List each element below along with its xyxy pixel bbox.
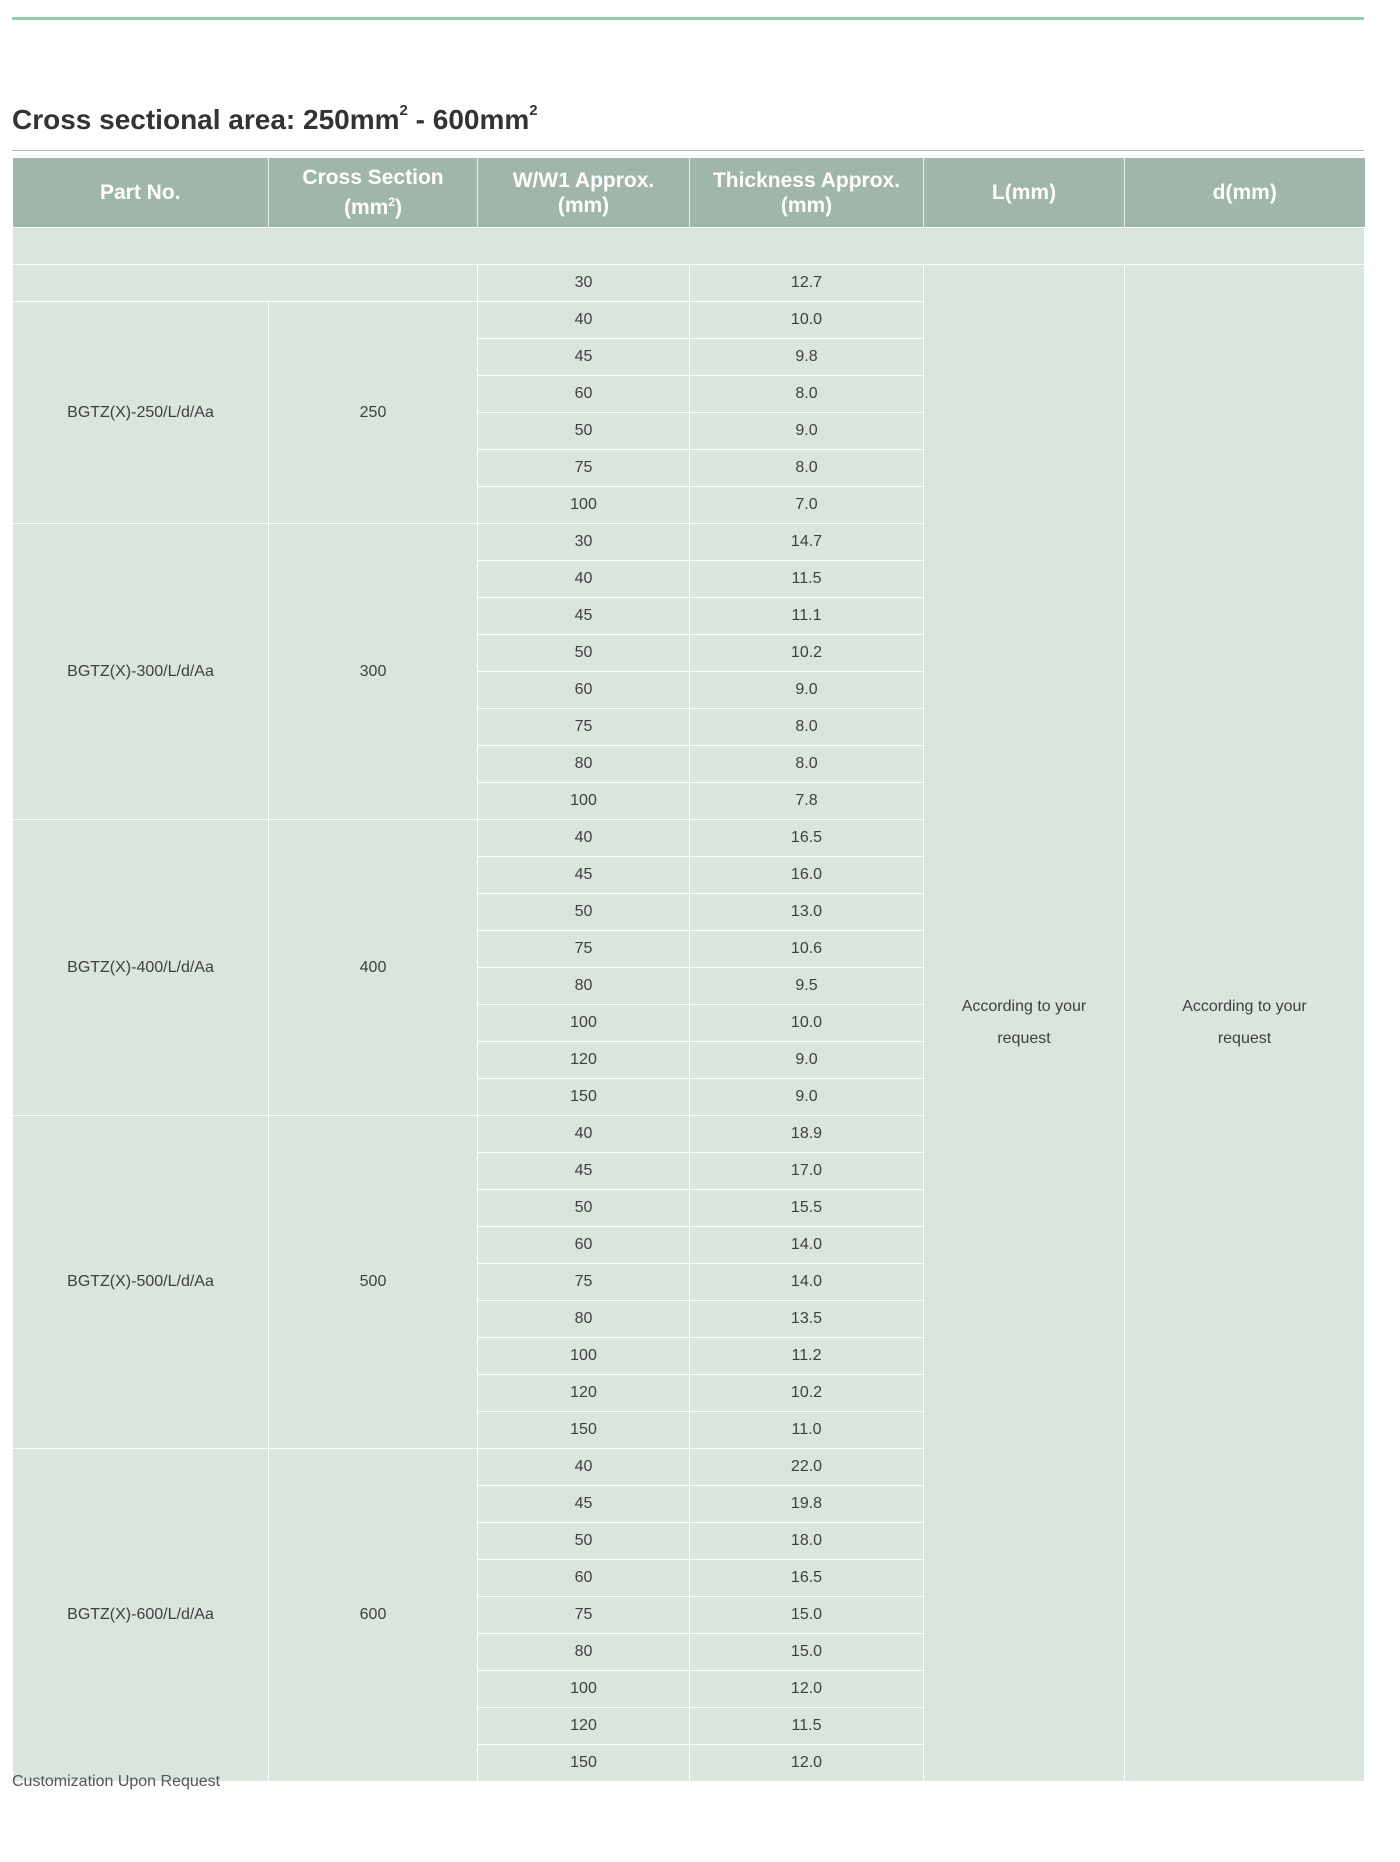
blank-cell <box>13 265 478 302</box>
footer-note: Customization Upon Request <box>12 1773 221 1790</box>
thickness-value: 12.7 <box>690 265 924 302</box>
title-divider <box>12 150 1364 151</box>
header-diameter: d(mm) <box>1125 158 1365 228</box>
thickness-value: 13.5 <box>690 1301 924 1338</box>
part-number: BGTZ(X)-250/L/d/Aa <box>13 302 269 524</box>
cross-section-value: 300 <box>269 524 478 820</box>
thickness-value: 10.2 <box>690 635 924 672</box>
thickness-value: 10.6 <box>690 931 924 968</box>
thickness-value: 9.8 <box>690 339 924 376</box>
width-value: 150 <box>478 1745 690 1782</box>
width-value: 150 <box>478 1412 690 1449</box>
width-value: 75 <box>478 931 690 968</box>
width-value: 60 <box>478 376 690 413</box>
thickness-value: 22.0 <box>690 1449 924 1486</box>
thickness-value: 8.0 <box>690 450 924 487</box>
thickness-value: 18.9 <box>690 1116 924 1153</box>
width-value: 100 <box>478 487 690 524</box>
thickness-value: 16.5 <box>690 820 924 857</box>
top-accent-rule <box>12 17 1364 20</box>
header-part-no: Part No. <box>13 158 269 228</box>
width-value: 30 <box>478 265 690 302</box>
table-header-row <box>13 158 1365 228</box>
header-length: L(mm) <box>924 158 1125 228</box>
thickness-value: 9.0 <box>690 1079 924 1116</box>
part-number: BGTZ(X)-600/L/d/Aa <box>13 1449 269 1782</box>
width-value: 60 <box>478 672 690 709</box>
thickness-value: 11.1 <box>690 598 924 635</box>
width-value: 40 <box>478 1116 690 1153</box>
width-value: 50 <box>478 894 690 931</box>
width-value: 40 <box>478 302 690 339</box>
thickness-value: 11.5 <box>690 561 924 598</box>
cross-section-value: 600 <box>269 1449 478 1782</box>
thickness-value: 9.0 <box>690 672 924 709</box>
width-value: 80 <box>478 968 690 1005</box>
width-value: 50 <box>478 1523 690 1560</box>
table-row <box>13 265 1365 302</box>
width-value: 120 <box>478 1375 690 1412</box>
width-value: 80 <box>478 746 690 783</box>
thickness-value: 9.0 <box>690 1042 924 1079</box>
thickness-value: 11.2 <box>690 1338 924 1375</box>
width-value: 60 <box>478 1560 690 1597</box>
width-value: 40 <box>478 561 690 598</box>
thickness-value: 18.0 <box>690 1523 924 1560</box>
thickness-value: 8.0 <box>690 376 924 413</box>
thickness-value: 9.0 <box>690 413 924 450</box>
thickness-value: 15.0 <box>690 1597 924 1634</box>
length-note: According to your request <box>924 265 1125 1782</box>
thickness-value: 17.0 <box>690 1153 924 1190</box>
header-thickness: Thickness Approx. (mm) <box>690 158 924 228</box>
thickness-value: 14.0 <box>690 1264 924 1301</box>
width-value: 40 <box>478 820 690 857</box>
thickness-value: 9.5 <box>690 968 924 1005</box>
width-value: 30 <box>478 524 690 561</box>
width-value: 45 <box>478 1153 690 1190</box>
diameter-note: According to your request <box>1125 265 1365 1782</box>
thickness-value: 11.0 <box>690 1412 924 1449</box>
part-number: BGTZ(X)-500/L/d/Aa <box>13 1116 269 1449</box>
width-value: 100 <box>478 1338 690 1375</box>
thickness-value: 19.8 <box>690 1486 924 1523</box>
header-gap <box>13 228 1365 265</box>
thickness-value: 8.0 <box>690 746 924 783</box>
thickness-value: 13.0 <box>690 894 924 931</box>
width-value: 40 <box>478 1449 690 1486</box>
cross-section-value: 500 <box>269 1116 478 1449</box>
thickness-value: 12.0 <box>690 1745 924 1782</box>
thickness-value: 8.0 <box>690 709 924 746</box>
thickness-value: 7.0 <box>690 487 924 524</box>
width-value: 100 <box>478 783 690 820</box>
width-value: 75 <box>478 1597 690 1634</box>
thickness-value: 11.5 <box>690 1708 924 1745</box>
width-value: 80 <box>478 1301 690 1338</box>
part-number: BGTZ(X)-400/L/d/Aa <box>13 820 269 1116</box>
header-width: W/W1 Approx. (mm) <box>478 158 690 228</box>
width-value: 75 <box>478 450 690 487</box>
width-value: 75 <box>478 709 690 746</box>
thickness-value: 10.2 <box>690 1375 924 1412</box>
thickness-value: 7.8 <box>690 783 924 820</box>
width-value: 120 <box>478 1708 690 1745</box>
thickness-value: 14.0 <box>690 1227 924 1264</box>
width-value: 45 <box>478 598 690 635</box>
width-value: 45 <box>478 1486 690 1523</box>
width-value: 150 <box>478 1079 690 1116</box>
width-value: 60 <box>478 1227 690 1264</box>
width-value: 50 <box>478 635 690 672</box>
width-value: 80 <box>478 1634 690 1671</box>
thickness-value: 10.0 <box>690 302 924 339</box>
page-title: Cross sectional area: $250mm^2 - 600mm^2$ <box>12 102 538 135</box>
spec-table-body <box>13 228 1365 1782</box>
width-value: 45 <box>478 857 690 894</box>
thickness-value: 15.5 <box>690 1190 924 1227</box>
thickness-value: 15.0 <box>690 1634 924 1671</box>
cross-section-value: 250 <box>269 302 478 524</box>
width-value: 100 <box>478 1671 690 1708</box>
thickness-value: 16.0 <box>690 857 924 894</box>
width-value: 100 <box>478 1005 690 1042</box>
width-value: 45 <box>478 339 690 376</box>
spec-table <box>12 158 1365 1782</box>
width-value: 50 <box>478 413 690 450</box>
header-cross-section: Cross Section $(mm^2)$ <box>269 158 478 228</box>
width-value: 75 <box>478 1264 690 1301</box>
thickness-value: 10.0 <box>690 1005 924 1042</box>
width-value: 120 <box>478 1042 690 1079</box>
cross-section-value: 400 <box>269 820 478 1116</box>
part-number: BGTZ(X)-300/L/d/Aa <box>13 524 269 820</box>
thickness-value: 14.7 <box>690 524 924 561</box>
width-value: 50 <box>478 1190 690 1227</box>
thickness-value: 12.0 <box>690 1671 924 1708</box>
thickness-value: 16.5 <box>690 1560 924 1597</box>
